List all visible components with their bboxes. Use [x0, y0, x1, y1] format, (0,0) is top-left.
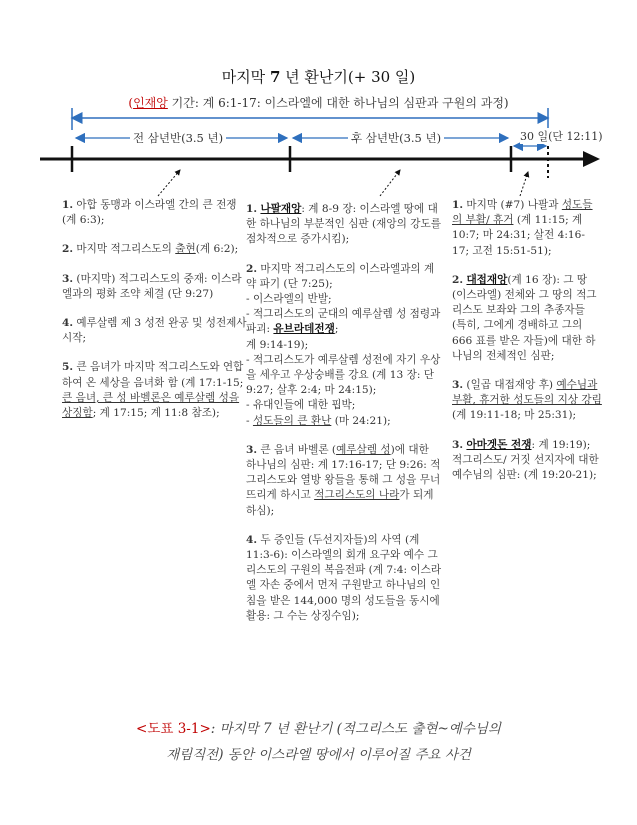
- event-item: 1. 마지막 (#7) 나팔과 성도들의 부활/ 휴거 (계 11:15; 계 10:7; 마 24:31; 살전 4:16-17; 고전 15:51-51);: [452, 199, 593, 257]
- pointer-column3: [520, 172, 528, 196]
- caption-label: <도표 3-1>: [136, 721, 211, 737]
- figure-caption: <도표 3-1>: 마지막 7 년 환난기 (적그리스도 출현~예수님의 재림직전) 동안 이스라엘 땅에서 이루어질 주요 사건: [136, 721, 501, 763]
- event-item: 2. 대접재앙(계 16 장): 그 땅 (이스라엘) 전체와 그 땅의 적그리스도 보좌와 그의 추종자들 (특히, 그에게 경배하고 그의 666 표를 받은 자들)에 대한 하나님의 전체적인 심판;: [452, 273, 597, 362]
- event-item: 2. 마지막 적그리스도의 출현(계 6:2);: [62, 243, 239, 256]
- event-item: 3. 아마겟돈 전쟁: 계 19:19); 적그리스도/ 거짓 선지자에 대한 예수님의 심판: (계 19:20-21);: [452, 438, 599, 482]
- event-item: 3. (일곱 대접재앙 후) 예수님과 부활, 휴거한 성도들의 지상 강림 (계 19:11-18; 마 25:31);: [452, 379, 602, 422]
- event-item: 3. (마지막) 적그리스도의 중재: 이스라엘과의 평화 조약 체결 (단 9:27): [62, 272, 242, 300]
- page-subtitle: (인재앙 기간: 계 6:1-17: 이스라엘에 대한 하나님의 심판과 구원의 과정): [128, 96, 509, 110]
- event-item: 5. 큰 음녀가 마지막 적그리스도와 연합하여 온 세상을 음녀화 함 (계 17:1-15; 큰 음녀, 큰 성 바벨론은 예루살렘 성을 상징함; 계 17:15; 계 11:8 참조);: [62, 361, 244, 420]
- first-half-label: 전 삼년반(3.5 년): [130, 130, 226, 146]
- event-item: 1. 아합 동맹과 이스라엘 간의 큰 전쟁 (계 6:3);: [62, 199, 237, 227]
- column-thirty-days: [452, 198, 602, 497]
- thirty-days-label: 30 일(단 12:11): [520, 130, 603, 143]
- event-item: 4. 예루살렘 제 3 성전 완공 및 성전제사 시작;: [62, 317, 247, 345]
- main-timeline-head: [583, 151, 600, 167]
- second-half-label: 후 삼년반(3.5 년): [348, 130, 444, 146]
- event-item: 3. 큰 음녀 바벨론 (예루살렘 성)에 대한 하나님의 심판: 계 17:16-17; 단 9:26: 적그리스도와 열방 왕들을 통해 그 성을 무너뜨리게 하시고 적그리스도의 나라가 되게 하심);: [246, 443, 441, 517]
- event-item: 4. 두 증인들 (두선지자들)의 사역 (계 11:3-6): 이스라엘의 회개 요구와 예수 그리스도의 구원의 복음전파 (계 7:4: 이스라엘 자손 중에서 먼저 구원받고 하나님의 인침을 받은 144,000 명의 성도들을 동시에 활용: 그 수는 상징수임);: [246, 533, 442, 622]
- column-first-half: [62, 198, 248, 435]
- column-second-half: [246, 202, 442, 638]
- event-item: 1. 나팔재앙: 계 8-9 장: 이스라엘 땅에 대한 하나님의 부분적인 심판 (재앙의 강도를 점차적으로 증가시킴);: [246, 203, 441, 246]
- red-highlight: 인재앙: [133, 96, 168, 110]
- pointer-column1: [158, 170, 180, 196]
- pointer-column2: [380, 170, 400, 196]
- event-item: 2. 마지막 적그리스도의 이스라엘과의 계약 파기 (단 7:25); - 이스라엘의 반발; - 적그리스도의 군대의 예루살렘 성 점령과 파괴: 유브라데전쟁; 계 9:14-19); - 적그리스도가 예루살렘 성전에 자기 우상을 세우고 우상숭배를 강요 (계 13 장: 단 9:27; 살후 2:4; 마 24:15); - 유대인들에 대한 핍박; - 성도들의 큰 환난 (마 24:21);: [246, 262, 441, 427]
- page-title: 마지막 7 년 환난기(+ 30 일): [221, 68, 416, 86]
